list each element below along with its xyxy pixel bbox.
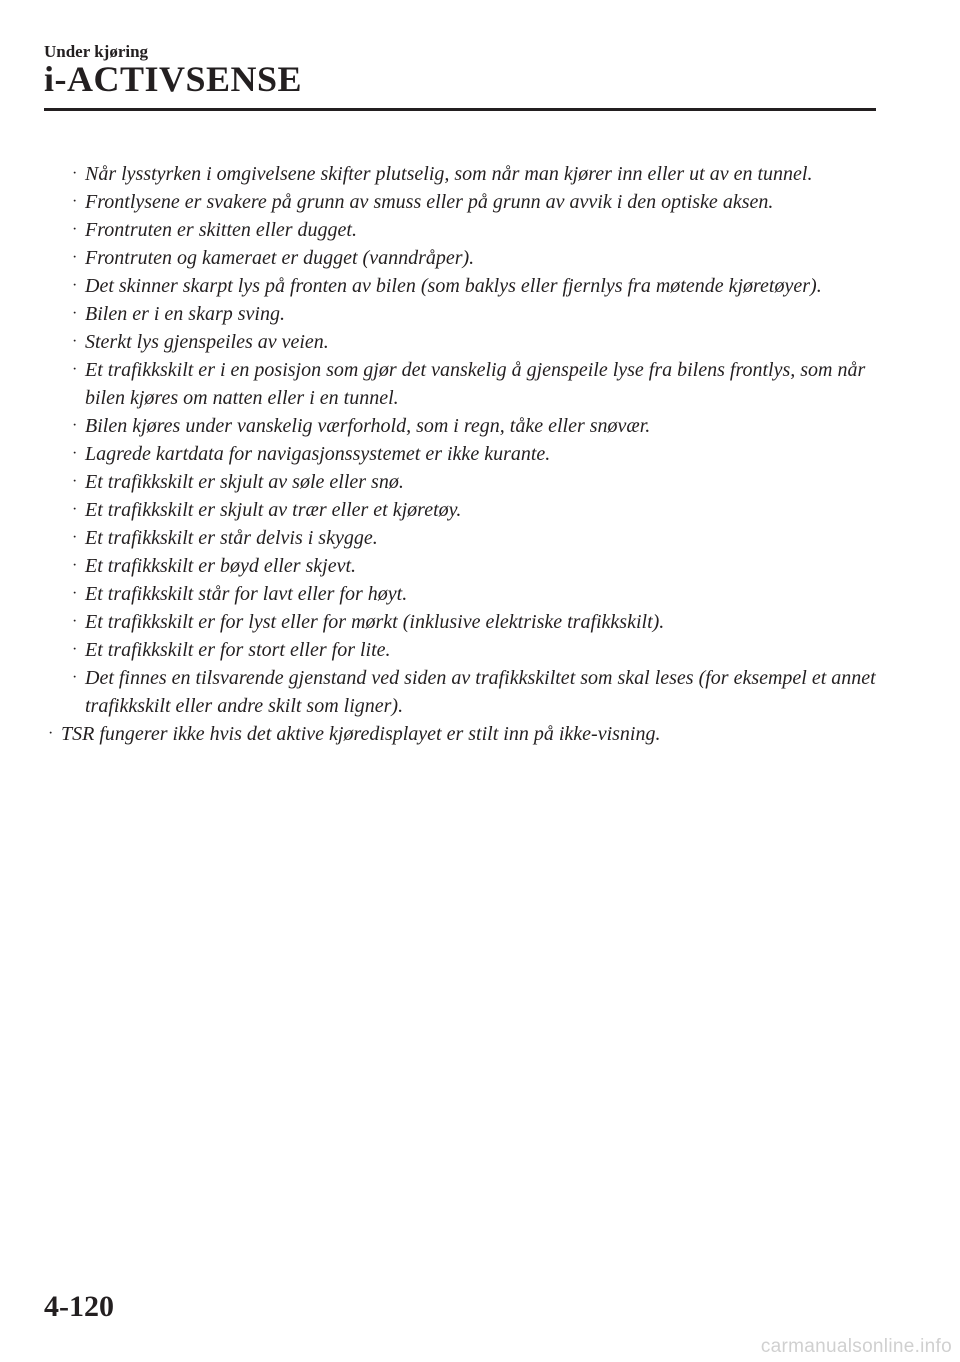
header-rule: [44, 108, 876, 111]
list-item-text: Det finnes en tilsvarende gjenstand ved siden av trafikkskiltet som skal leses (for eksempel et annet trafikkskilt eller andre skilt som ligner).: [85, 667, 876, 717]
list-item-text: Et trafikkskilt er i en posisjon som gjør det vanskelig å gjenspeile lyse fra bilens frontlys, som når bilen kjøres om natten eller i en tunnel.: [85, 359, 866, 409]
list-item-text: Frontlysene er svakere på grunn av smuss eller på grunn av avvik i den optiske aksen.: [85, 191, 774, 213]
section-label: Under kjøring: [44, 42, 149, 61]
list-item-text: Et trafikkskilt er for lyst eller for mørkt (inklusive elektriske trafikkskilt).: [85, 611, 665, 633]
list-item: [44, 636, 876, 664]
bullet-icon: ·: [72, 641, 78, 658]
list-item: [44, 216, 876, 244]
list-item: [44, 300, 876, 328]
list-item-text: Bilen er i en skarp sving.: [85, 303, 285, 325]
list-item-text: Et trafikkskilt er for stort eller for lite.: [85, 639, 391, 661]
list-item-text: Når lysstyrken i omgivelsene skifter plutselig, som når man kjører inn eller ut av en tunnel.: [85, 163, 813, 185]
list-item-text: Bilen kjøres under vanskelig værforhold, som i regn, tåke eller snøvær.: [85, 415, 651, 437]
list-item-text: Et trafikkskilt står for lavt eller for høyt.: [85, 583, 408, 605]
bullet-icon: ·: [72, 221, 78, 238]
list-item: [44, 664, 876, 720]
list-item-text: Sterkt lys gjenspeiles av veien.: [85, 331, 329, 353]
bullet-icon: ·: [72, 529, 78, 546]
list-item: [44, 188, 876, 216]
bullet-icon: ·: [72, 585, 78, 602]
bullet-icon: ·: [48, 725, 54, 742]
bullet-list: [44, 160, 876, 748]
bullet-icon: ·: [72, 333, 78, 350]
page-title: i-ACTIVSENSE: [44, 59, 303, 99]
bullet-icon: ·: [72, 669, 78, 686]
list-item-text: Lagrede kartdata for navigasjonssystemet er ikke kurante.: [85, 443, 551, 465]
bullet-icon: ·: [72, 249, 78, 266]
list-item-top: [44, 720, 876, 748]
list-item: [44, 440, 876, 468]
list-item-text: Et trafikkskilt er står delvis i skygge.: [85, 527, 378, 549]
bullet-icon: ·: [72, 277, 78, 294]
list-item-text: Det skinner skarpt lys på fronten av bilen (som baklys eller fjernlys fra møtende kjøretøyer).: [85, 275, 822, 297]
watermark: carmanualsonline.info: [760, 1336, 952, 1357]
list-item: [44, 468, 876, 496]
list-item: [44, 356, 876, 412]
bullet-icon: ·: [72, 557, 78, 574]
list-item: [44, 244, 876, 272]
bullet-icon: ·: [72, 473, 78, 490]
list-item-text: Frontruten er skitten eller dugget.: [85, 219, 357, 241]
bullet-icon: ·: [72, 193, 78, 210]
list-item-text: TSR fungerer ikke hvis det aktive kjøredisplayet er stilt inn på ikke-visning.: [61, 723, 661, 745]
list-item: [44, 580, 876, 608]
list-item-text: Et trafikkskilt er skjult av trær eller et kjøretøy.: [85, 499, 462, 521]
list-item: [44, 328, 876, 356]
bullet-icon: ·: [72, 613, 78, 630]
list-item-text: Frontruten og kameraet er dugget (vanndråper).: [85, 247, 475, 269]
list-item: [44, 524, 876, 552]
bullet-icon: ·: [72, 165, 78, 182]
list-item: [44, 160, 876, 188]
list-item: [44, 608, 876, 636]
bullet-icon: ·: [72, 417, 78, 434]
bullet-icon: ·: [72, 361, 78, 378]
list-item: [44, 412, 876, 440]
bullet-icon: ·: [72, 305, 78, 322]
list-item: [44, 496, 876, 524]
bullet-icon: ·: [72, 445, 78, 462]
page-number: 4-120: [44, 1290, 114, 1323]
list-item-text: Et trafikkskilt er bøyd eller skjevt.: [85, 555, 357, 577]
list-item-text: Et trafikkskilt er skjult av søle eller snø.: [85, 471, 404, 493]
bullet-icon: ·: [72, 501, 78, 518]
list-item: [44, 552, 876, 580]
list-item: [44, 272, 876, 300]
